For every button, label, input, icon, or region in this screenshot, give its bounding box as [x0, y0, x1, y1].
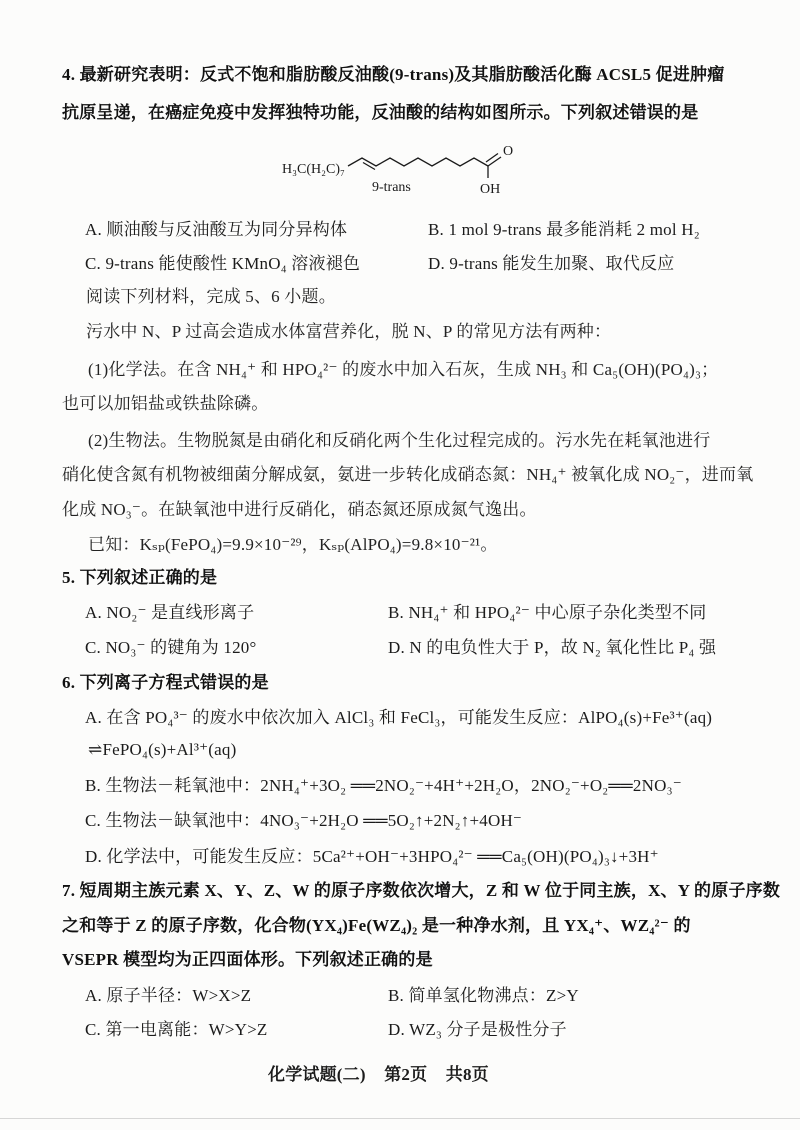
material-chemical-method-line-2: 也可以加铝盐或铁盐除磷。: [62, 394, 269, 413]
structure-hydroxyl: OH: [480, 182, 501, 197]
structure-carbonyl-oxygen: O: [503, 144, 514, 159]
q4-option-c: C. 9-trans 能使酸性 KMnO₄ 溶液褪色: [85, 254, 361, 273]
q7-option-c: C. 第一电离能：W>Y>Z: [85, 1020, 268, 1039]
q4-option-a: A. 顺油酸与反油酸互为同分异构体: [85, 220, 348, 239]
footer-total-pages: 共8页: [445, 1065, 489, 1084]
q5-option-d: D. N 的电负性大于 P，故 N₂ 氧化性比 P₄ 强: [388, 638, 717, 657]
q6-option-d: D. 化学法中，可能发生反应：5Ca²⁺+OH⁻+3HPO₄²⁻ ══Ca₅(OH)(PO₄)₃↓+3H⁺: [85, 847, 659, 866]
q7-option-a: A. 原子半径：W>X>Z: [85, 986, 252, 1005]
material-instruction: 阅读下列材料，完成 5、6 小题。: [86, 287, 336, 306]
q5-option-c: C. NO₃⁻ 的键角为 120°: [85, 638, 257, 657]
material-intro: 污水中 N、P 过高会造成水体富营养化，脱 N、P 的常见方法有两种：: [86, 322, 612, 341]
trans-double-bond-line: [363, 163, 375, 170]
q6-option-a-line-1: A. 在含 PO₄³⁻ 的废水中依次加入 AlCl₃ 和 FeCl₃，可能发生反应：AlPO₄(s)+Fe³⁺(aq): [85, 708, 713, 727]
q6-option-c: C. 生物法－缺氧池中：4NO₃⁻+2H₂O ══5O₂↑+2N₂↑+4OH⁻: [85, 811, 523, 830]
q4-option-d: D. 9-trans 能发生加聚、取代反应: [428, 254, 675, 273]
q6-option-a-line-2: ⇌FePO₄(s)+Al³⁺(aq): [88, 740, 237, 759]
q4-option-b: B. 1 mol 9-trans 最多能消耗 2 mol H₂: [428, 220, 700, 239]
scan-edge-divider: [0, 1118, 800, 1119]
q5-stem: 5. 下列叙述正确的是: [62, 568, 218, 587]
page-footer: [268, 1064, 503, 1086]
footer-page-number: 第2页: [384, 1065, 428, 1084]
carbonyl-bond: [488, 157, 501, 166]
elaidic-acid-structure: [270, 133, 530, 203]
material-biological-method-line-1: (2)生物法。生物脱氮是由硝化和反硝化两个生化过程完成的。污水先在耗氧池进行: [88, 431, 711, 450]
q4-stem-line-2: 抗原呈递，在癌症免疫中发挥独特功能，反油酸的结构如图所示。下列叙述错误的是: [62, 103, 699, 122]
carbon-chain-bonds: [348, 158, 488, 166]
material-chemical-method-line-1: (1)化学法。在含 NH₄⁺ 和 HPO₄²⁻ 的废水中加入石灰，生成 NH₃ 和 Ca₅(OH)(PO₄)₃；: [88, 360, 719, 379]
structure-label: 9-trans: [372, 180, 411, 195]
footer-title: 化学试题(二): [268, 1065, 366, 1084]
q7-option-b: B. 简单氢化物沸点：Z>Y: [388, 986, 579, 1005]
material-known-ksp: 已知：Kₛₚ(FePO₄)=9.9×10⁻²⁹，Kₛₚ(AlPO₄)=9.8×10⁻²¹。: [88, 535, 498, 554]
q5-option-a: A. NO₂⁻ 是直线形离子: [85, 603, 255, 622]
structure-alkyl-group: H₃C(H₂C)₇: [282, 162, 345, 177]
q4-stem-line-1: 4. 最新研究表明：反式不饱和脂肪酸反油酸(9-trans)及其脂肪酸活化酶 ACSL5 促进肿瘤: [62, 65, 725, 84]
q7-option-d: D. WZ₃ 分子是极性分子: [388, 1020, 567, 1039]
q7-stem-line-1: 7. 短周期主族元素 X、Y、Z、W 的原子序数依次增大，Z 和 W 位于同主族，X、Y 的原子序数: [62, 881, 781, 900]
q5-option-b: B. NH₄⁺ 和 HPO₄²⁻ 中心原子杂化类型不同: [388, 603, 707, 622]
material-biological-method-line-3: 化成 NO₃⁻。在缺氧池中进行反硝化，硝态氮还原成氮气逸出。: [62, 500, 537, 519]
q7-stem-line-2: 之和等于 Z 的原子序数，化合物(YX₄)Fe(WZ₄)₂ 是一种净水剂，且 YX₄⁺、WZ₄²⁻ 的: [62, 916, 691, 935]
q7-stem-line-3: VSEPR 模型均为正四面体形。下列叙述正确的是: [62, 950, 433, 969]
material-biological-method-line-2: 硝化使含氮有机物被细菌分解成氨，氨进一步转化成硝态氮：NH₄⁺ 被氧化成 NO₂⁻，进而氧: [62, 465, 754, 484]
q6-stem: 6. 下列离子方程式错误的是: [62, 673, 269, 692]
q6-option-b: B. 生物法－耗氧池中：2NH₄⁺+3O₂ ══2NO₂⁻+4H⁺+2H₂O，2NO₂⁻+O₂══2NO₃⁻: [85, 776, 682, 795]
